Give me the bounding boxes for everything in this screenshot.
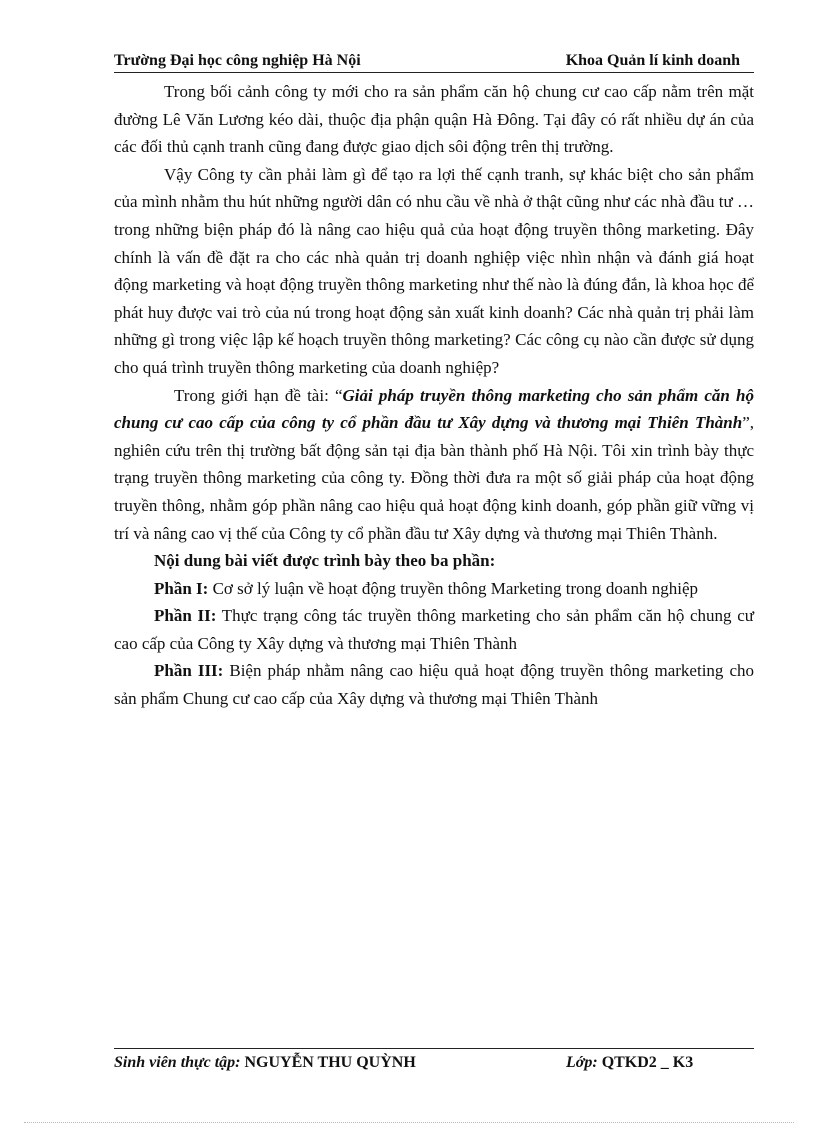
part-2-text: Thực trạng công tác truyền thông marketing cho sản phẩm căn hộ chung cư cao cấp của Công ty Xây dựng và thương mại Thiên Thành <box>114 606 754 653</box>
topic-rest: ”, nghiên cứu trên thị trường bất động sản tại địa bàn thành phố Hà Nội. Tôi xin trình bày thực trạng truyền thông marketing của công ty. Đồng thời đưa ra một số giải pháp của hoạt động truyền thông, nhằm góp phần nâng cao hiệu quả hoạt động kinh doanh, góp phần giữ vững vị trí và nâng cao vị thế của Công ty cổ phần đầu tư Xây dựng và thương mại Thiên Thành. <box>114 413 754 543</box>
paragraph-question: Vậy Công ty cần phải làm gì để tạo ra lợi thế cạnh tranh, sự khác biệt cho sản phẩm của mình nhằm thu hút những người dân có nhu cầu về nhà ở thật cũng như các nhà đầu tư … trong những biện pháp đó là nâng cao hiệu quả của hoạt động truyền thông marketing. Đây chính là vấn đề đặt ra cho các nhà quản trị doanh nghiệp việc nhìn nhận và đánh giá hoạt động marketing và hoạt động truyền thông marketing như thế nào là đúng đắn, là khoa học để phát huy được vai trò của nú trong hoạt động sản xuất kinh doanh? Các nhà quản trị phải làm những gì trong việc lập kế hoạch truyền thông marketing? Các công cụ nào cần được sử dụng cho quá trình truyền thông marketing của doanh nghiệp? <box>114 164 754 377</box>
footer-class <box>566 1054 693 1072</box>
topic-intro: Trong giới hạn đề tài: “ <box>174 385 343 405</box>
part-2-label: Phần II: <box>154 606 217 626</box>
part-3 <box>114 657 754 712</box>
page-header <box>114 50 754 73</box>
paragraph-outline-heading: Nội dung bài viết được trình bày theo ba phần: <box>154 551 496 571</box>
class-label: Lớp: <box>566 1054 598 1071</box>
part-1-text: Cơ sở lý luận về hoạt động truyền thông Marketing trong doanh nghiệp <box>208 578 698 598</box>
part-3-text: Biện pháp nhằm nâng cao hiệu quả hoạt động truyền thông marketing cho sản phẩm Chung cư cao cấp của Xây dựng và thương mại Thiên Thành <box>114 661 754 709</box>
topic-title: Giải pháp truyền thông marketing cho sản phẩm căn hộ chung cư cao cấp của công ty cổ phần đầu tư Xây dựng và thương mại Thiên Thành <box>114 385 754 433</box>
part-1 <box>114 575 754 603</box>
page-footer <box>114 1048 754 1079</box>
header-faculty: Khoa Quản lí kinh doanh <box>565 52 740 69</box>
class-value: QTKD2 _ K3 <box>597 1054 694 1071</box>
part-2 <box>114 602 754 657</box>
part-1-label: Phần I: <box>154 578 209 598</box>
part-3-label: Phần III: <box>154 661 224 681</box>
paragraph-context: Trong bối cảnh công ty mới cho ra sản phẩm căn hộ chung cư cao cấp nằm trên mặt đường Lê Văn Lương kéo dài, thuộc địa phận quận Hà Đông. Tại đây có rất nhiều dự án của các đối thủ cạnh tranh cũng đang được giao dịch sôi động trên thị trường. <box>114 82 754 157</box>
document-body <box>114 78 754 713</box>
student-label: Sinh viên thực tập: <box>114 1054 241 1071</box>
paragraph-topic <box>114 382 754 548</box>
header-university: Trường Đại học công nghiệp Hà Nội <box>114 52 361 69</box>
footer-student <box>114 1054 416 1072</box>
student-name: NGUYỄN THU QUỲNH <box>240 1054 416 1071</box>
